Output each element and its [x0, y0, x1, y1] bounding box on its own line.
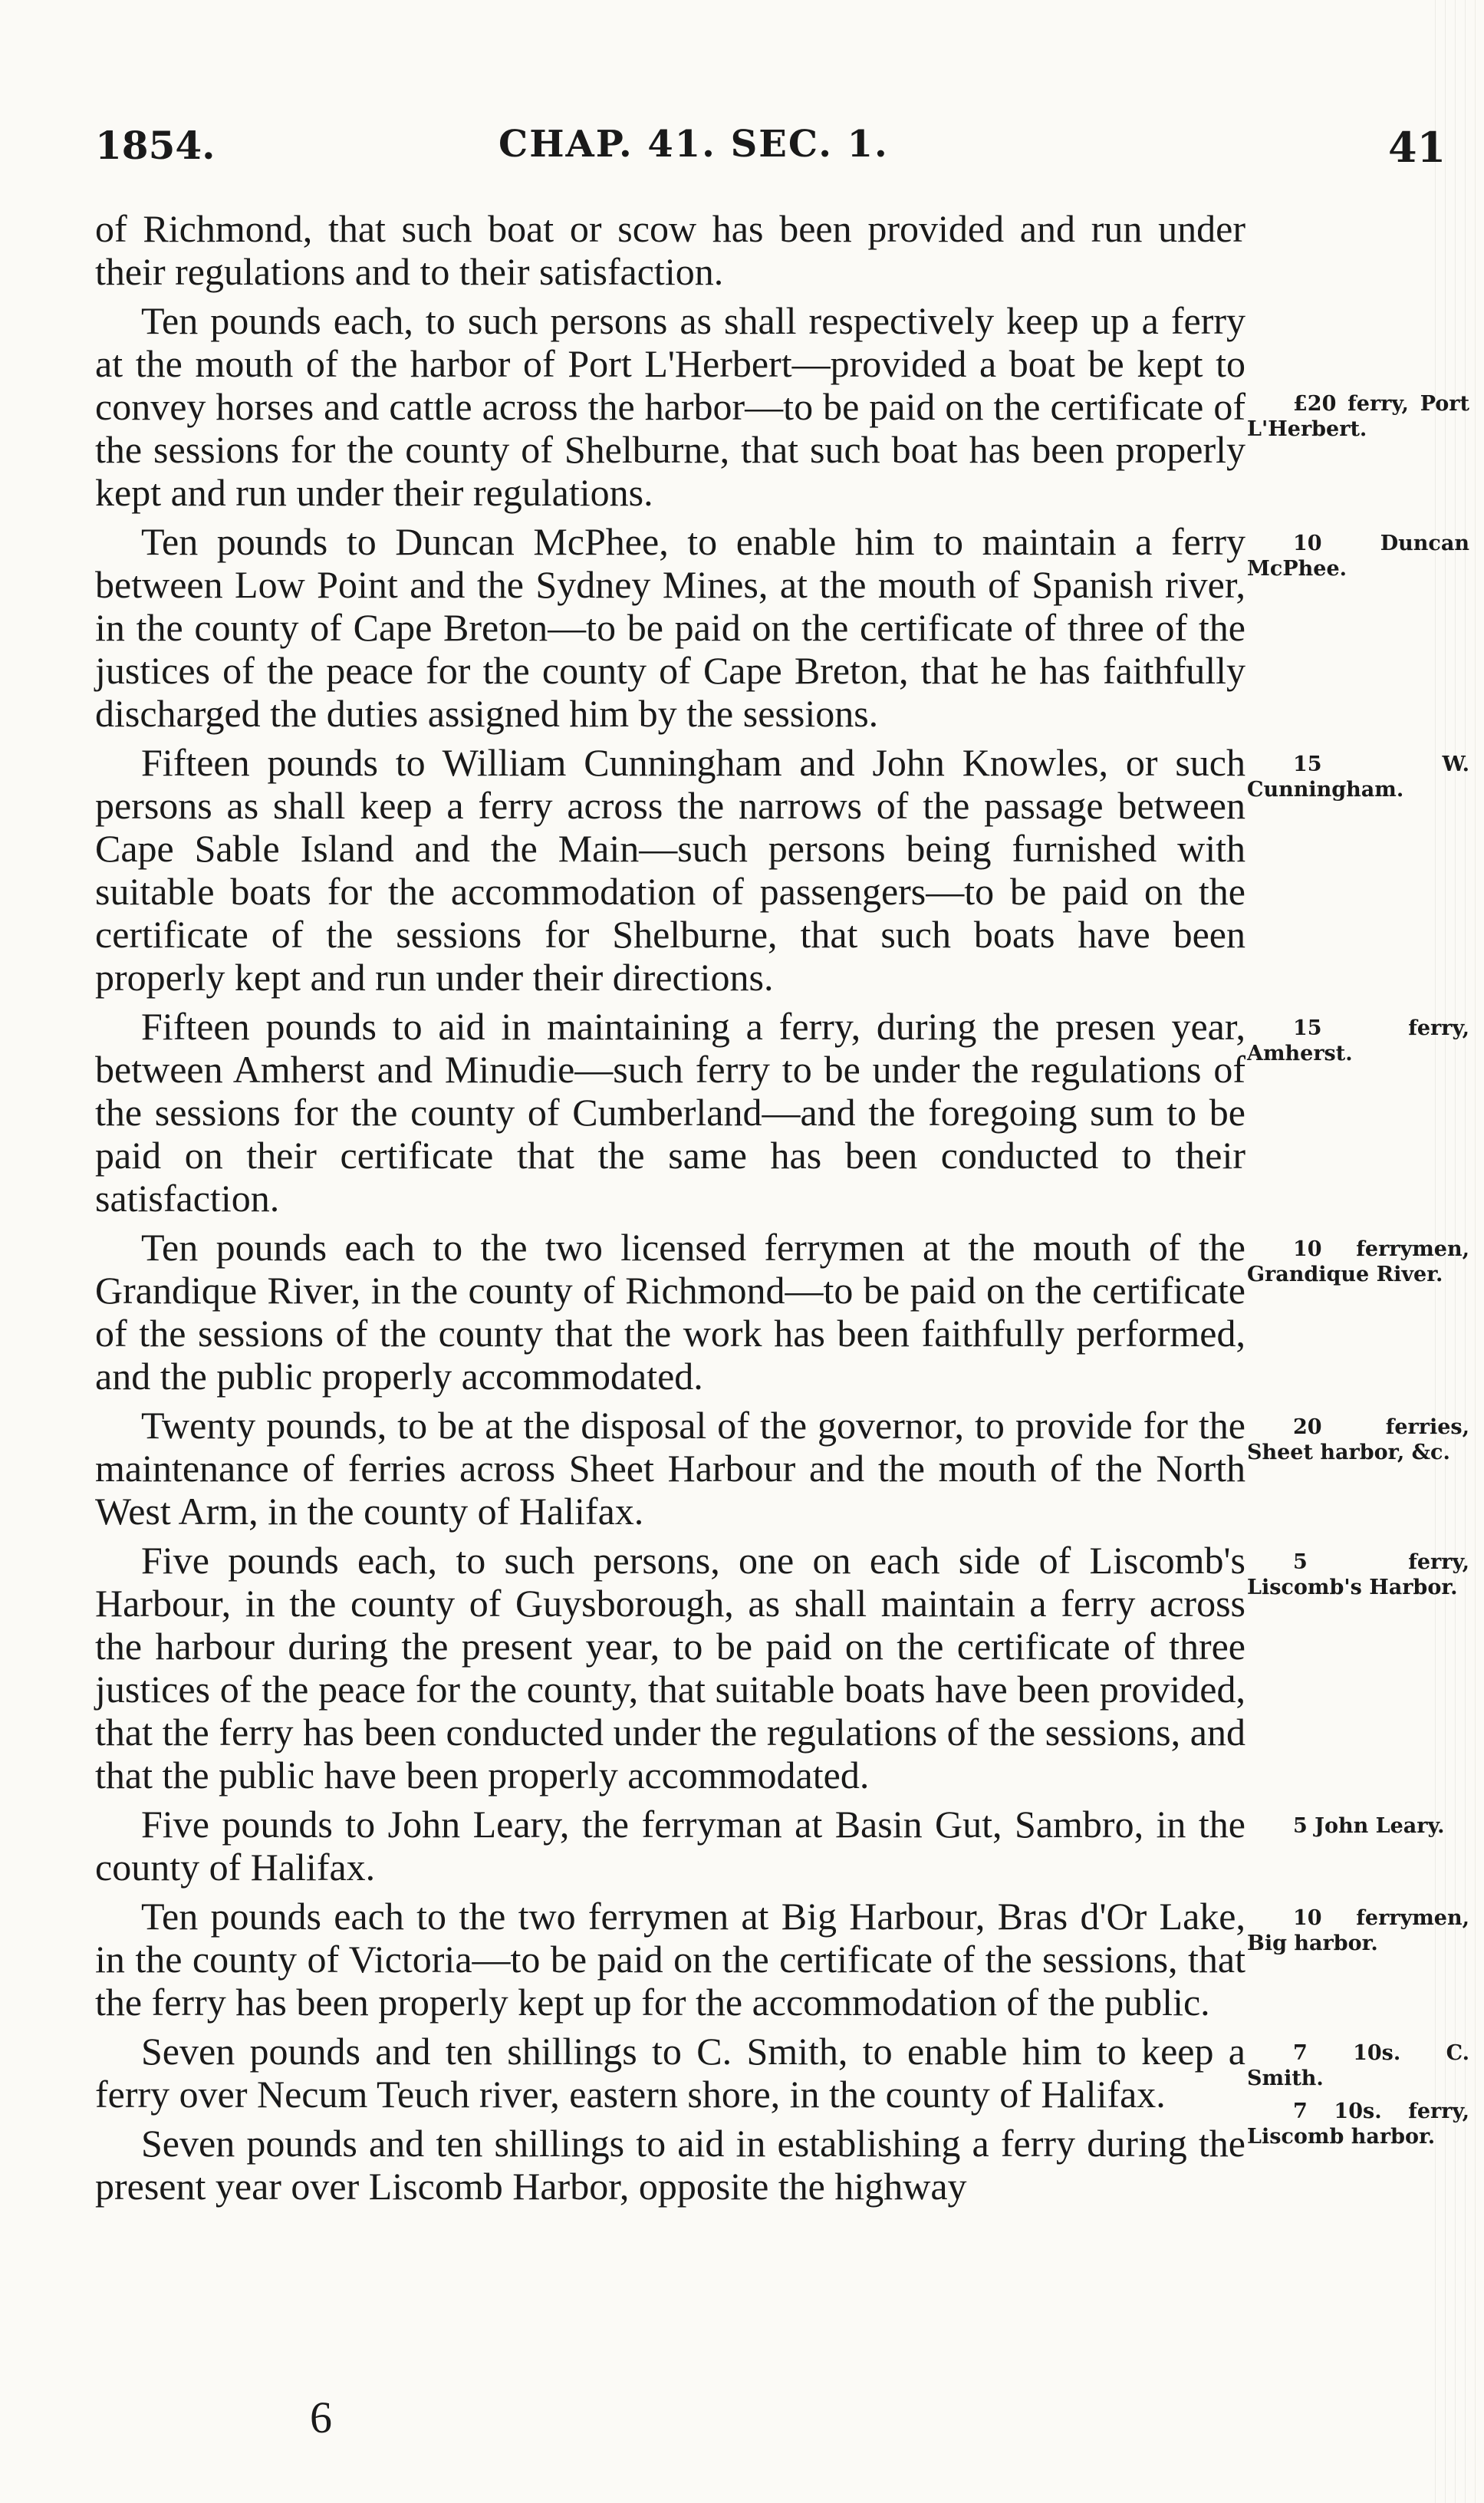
paragraph-text: Ten pounds each, to such persons as shall respectively keep up a ferry at the mouth of the harbor of Port L'Herbert—provided a boat be kept to convey horses and cattle across the harbor—to be paid on the certificate of the sessions for the county of Shelburne, that such boat has been properly kept and run under their regulations. [95, 299, 1245, 514]
paragraph-9 [95, 1895, 1469, 2024]
paragraph-text: of Richmond, that such boat or scow has been provided and run under their regulations and to their satisfaction. [95, 207, 1245, 293]
margin-note: 10 Duncan McPhee. [1247, 532, 1469, 581]
paragraph-text: Seven pounds and ten shillings to C. Smith, to enable him to keep a ferry over Necum Teuch river, eastern shore, in the county of Halifax. [95, 2030, 1245, 2116]
margin-note: 10 ferrymen, Big harbor. [1247, 1906, 1469, 1955]
margin-note: 20 ferries, Sheet harbor, &c. [1247, 1415, 1469, 1464]
paragraph-6 [95, 1404, 1469, 1533]
paragraph-11 [95, 2100, 1469, 2208]
paragraph-7 [95, 1539, 1469, 1797]
margin-note: 5 ferry, Liscomb's Harbor. [1247, 1550, 1469, 1599]
header-chapter-section: CHAP. 41. SEC. 1. [499, 123, 889, 166]
paragraph-text: Fifteen pounds to aid in maintaining a ferry, during the presen year, between Amherst and Minudie—such ferry to be under the regulations of the sessions for the county of Cumberland—and the foregoing sum to be paid on their certificate that the same has been conducted to their satisfaction. [95, 1005, 1245, 1220]
margin-note: 7 10s. ferry, Liscomb harbor. [1247, 2100, 1469, 2149]
signature-mark: 6 [310, 2393, 332, 2442]
margin-note: £20 ferry, Port L'Herbert. [1247, 392, 1469, 441]
paragraph-text: Five pounds to John Leary, the ferryman at Basin Gut, Sambro, in the county of Halifax. [95, 1803, 1245, 1889]
margin-note: 15 ferry, Amherst. [1247, 1016, 1469, 1065]
paragraph-0 [95, 207, 1245, 293]
paragraph-10 [95, 2030, 1469, 2116]
paragraph-text: Seven pounds and ten shillings to aid in establishing a ferry during the present year over Liscomb Harbor, opposite the highway [95, 2122, 1245, 2208]
running-header [0, 123, 1484, 176]
margin-note: 5 John Leary. [1293, 1814, 1445, 1838]
paragraph-4 [95, 1005, 1469, 1220]
paragraph-text: Five pounds each, to such persons, one on each side of Liscomb's Harbour, in the county of Guysborough, as shall maintain a ferry across the harbour during the present year, to be paid on the certificate of three justices of the peace for the county, that suitable boats have been provided, that the ferry has been conducted under the regulations of the sessions, and that the public have been properly accommodated. [95, 1539, 1245, 1797]
body-text [95, 207, 1469, 2208]
margin-note: 7 10s. C. Smith. [1247, 2041, 1469, 2090]
page-number: 41 [1388, 123, 1446, 172]
paragraph-text: Ten pounds each to the two ferrymen at Big Harbour, Bras d'Or Lake, in the county of Victoria—to be paid on the certificate of the sessions, that the ferry has been properly kept up for the accommodation of the public. [95, 1895, 1245, 2024]
paragraph-3 [95, 741, 1469, 999]
paragraph-text: Ten pounds each to the two licensed ferrymen at the mouth of the Grandique River, in the county of Richmond—to be paid on the certificate of the sessions of the county that the work has been faithfully performed, and the public properly accommodated. [95, 1226, 1245, 1398]
paragraph-1 [95, 299, 1469, 514]
paragraph-text: Twenty pounds, to be at the disposal of the governor, to provide for the maintenance of ferries across Sheet Harbour and the mouth of the North West Arm, in the county of Halifax. [95, 1404, 1245, 1533]
margin-note: 15 W. Cunningham. [1247, 753, 1469, 802]
paragraph-text: Fifteen pounds to William Cunningham and John Knowles, or such persons as shall keep a ferry across the narrows of the passage between Cape Sable Island and the Main—such persons being furnished with suitable boats for the accommodation of passengers—to be paid on the certificate of the sessions for Shelburne, that such boats have been properly kept and run under their directions. [95, 741, 1245, 999]
header-year: 1854. [95, 123, 216, 168]
paragraph-8 [95, 1803, 1445, 1889]
paragraph-text: Ten pounds to Duncan McPhee, to enable him to maintain a ferry between Low Point and the Sydney Mines, at the mouth of Spanish river, in the county of Cape Breton—to be paid on the certificate of three of the justices of the peace for the county of Cape Breton, that he has faithfully discharged the duties assigned him by the sessions. [95, 520, 1245, 735]
paragraph-5 [95, 1226, 1469, 1398]
margin-note: 10 ferrymen, Grandique River. [1247, 1237, 1469, 1286]
paragraph-2 [95, 520, 1469, 735]
